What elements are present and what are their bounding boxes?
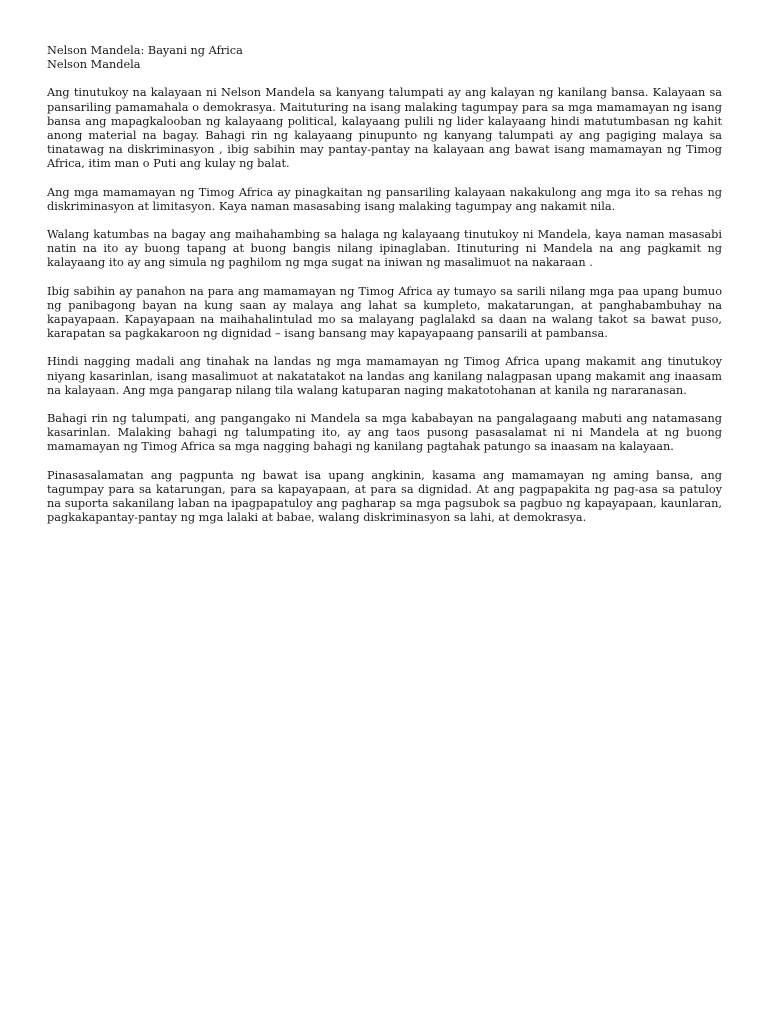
document-page xyxy=(47,44,722,539)
paragraph-5: Hindi nagging madali ang tinahak na landas ng mga mamamayan ng Timog Africa upang makamit ang tinutukoy niyang kasarinlan, isang masalimuot at nakatatakot na landas ang kanilang nalagpasan upang makamit ang inaasam na kalayaan. Ang mga pangarap nilang tila walang katuparan naging makatotohanan at kanila ng nararanasan. xyxy=(47,355,722,397)
paragraph-7: Pinasasalamatan ang pagpunta ng bawat isa upang angkinin, kasama ang mamamayan ng aming bansa, ang tagumpay para sa katarungan, para sa kapayapaan, at para sa dignidad. At ang pagpapakita ng pag-asa sa patuloy na suporta sakanilang laban na ipagpapatuloy ang pagharap sa mga pagsubok sa pagbuo ng kapayapaan, kaunlaran, pagkakapantay-pantay ng mga lalaki at babae, walang diskriminasyon sa lahi, at demokrasya. xyxy=(47,468,722,525)
document-title: Nelson Mandela: Bayani ng Africa xyxy=(47,44,243,57)
paragraph-6: Bahagi rin ng talumpati, ang pangangako ni Mandela sa mga kababayan na pangalagaang mabuti ang natamasang kasarinlan. Malaking bahagi ng talumpating ito, ay ang taos pusong pasasalamat ni ni Mandela at ng buong mamamayan ng Timog Africa sa mga nagging bahagi ng kanilang pagtahak patungo sa inaasam na kalayaan. xyxy=(47,412,722,454)
paragraph-2: Ang mga mamamayan ng Timog Africa ay pinagkaitan ng pansariling kalayaan nakakulong ang mga ito sa rehas ng diskriminasyon at limitasyon. Kaya naman masasabing isang malaking tagumpay ang nakamit nila. xyxy=(47,185,722,213)
document-author: Nelson Mandela xyxy=(47,58,141,72)
document-header xyxy=(47,44,722,72)
paragraph-4: Ibig sabihin ay panahon na para ang mamamayan ng Timog Africa ay tumayo sa sarili nilang mga paa upang bumuo ng panibagong bayan na kung saan ay malaya ang lahat sa kumpleto, makatarungan, at panghabambuhay na kapayapaan. Kapayapaan na maihahalintulad mo sa malayang paglalakd sa daan na walang takot sa bawat puso, karapatan sa pagkakaroon ng dignidad – isang bansang may kapayapaang pansarili at pambansa. xyxy=(47,284,722,341)
paragraph-3: Walang katumbas na bagay ang maihahambing sa halaga ng kalayaang tinutukoy ni Mandela, kaya naman masasabi natin na ito ay buong tapang at buong bangis nilang ipinaglaban. Itinuturing ni Mandela na ang pagkamit ng kalayaang ito ay ang simula ng paghilom ng mga sugat na iniwan ng masalimuot na nakaraan . xyxy=(47,228,722,270)
paragraph-1: Ang tinutukoy na kalayaan ni Nelson Mandela sa kanyang talumpati ay ang kalayan ng kanilang bansa. Kalayaan sa pansariling pamamahala o demokrasya. Maituturing na isang malaking tagumpay para sa mga mamamayan ng isang bansa ang mapagkalooban ng kalayaang political, kalayaang pulili ng lider kalayaang hindi matutumbasan ng kahit anong material na bagay. Bahagi rin ng kalayaang pinupunto ng kanyang talumpati ay ang pagiging malaya sa tinatawag na diskriminasyon , ibig sabihin may pantay-pantay na kalayaan ang bawat isang mamamayan ng Timog Africa, itim man o Puti ang kulay ng balat. xyxy=(47,86,722,171)
